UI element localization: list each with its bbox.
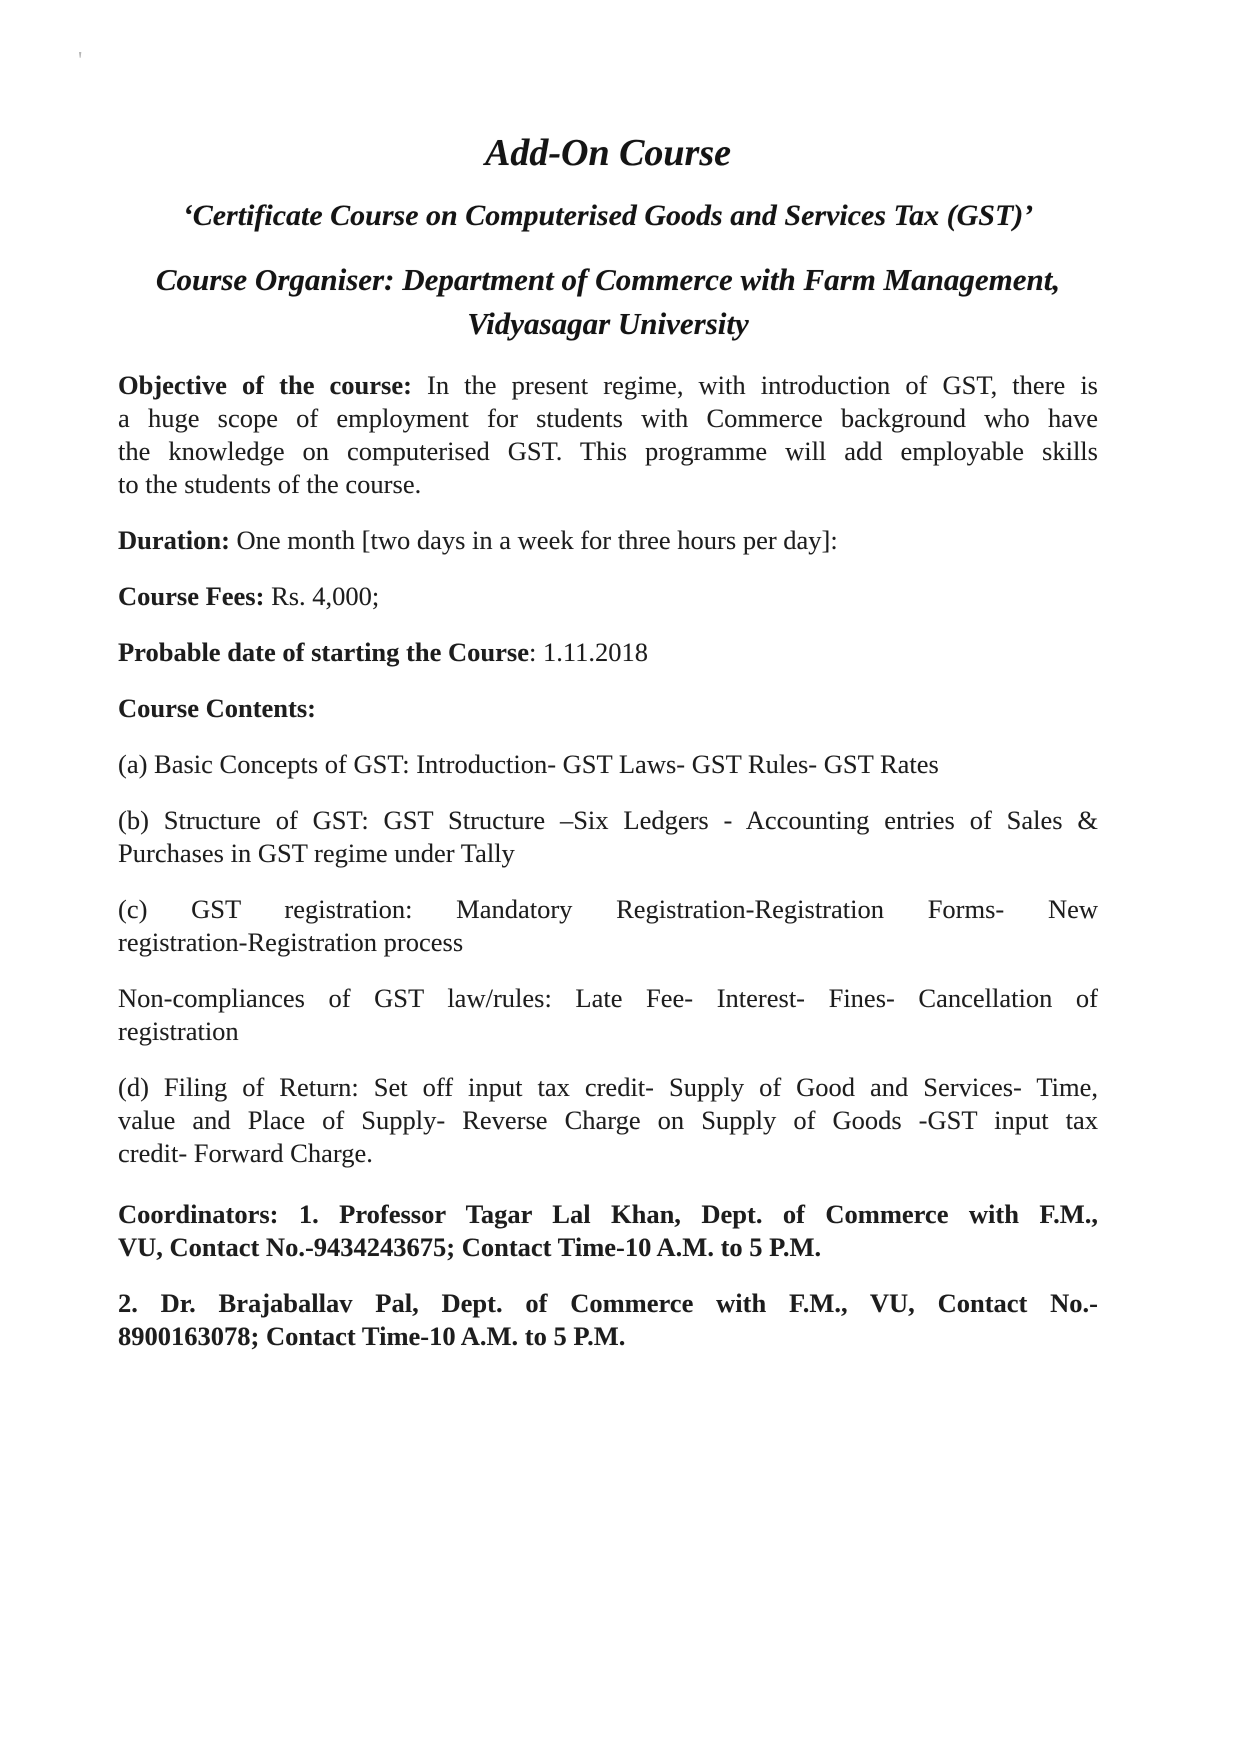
text-run: credit- Forward Charge. (118, 1138, 373, 1168)
text-run: (c) GST registration: Mandatory Registration-Registration Forms- New (118, 894, 1098, 924)
bold-label: Probable date of starting the Course (118, 637, 529, 667)
text-line (118, 837, 1098, 870)
paragraph-content-c (118, 893, 1098, 959)
text-run: Non-compliances of GST law/rules: Late Fee- Interest- Fines- Cancellation of (118, 983, 1098, 1013)
text-line (118, 1104, 1098, 1137)
text-line (118, 748, 1098, 781)
paragraph-objective (118, 369, 1098, 501)
text-line (118, 1320, 1098, 1353)
paragraph-course-fees (118, 580, 1098, 613)
text-line (118, 369, 1098, 402)
text-line (118, 1015, 1098, 1048)
course-organiser-line1: Course Organiser: Department of Commerce with Farm Management, (155, 262, 1061, 297)
paragraph-non-compliances (118, 982, 1098, 1048)
text-run: (d) Filing of Return: Set off input tax credit- Supply of Good and Services- Time, (118, 1072, 1098, 1102)
text-line (118, 468, 1098, 501)
text-line (118, 692, 1098, 725)
text-line (118, 1071, 1098, 1104)
text-line (118, 804, 1098, 837)
text-run: to the students of the course. (118, 469, 422, 499)
text-run: Rs. 4,000; (264, 581, 380, 611)
text-line (118, 1198, 1098, 1231)
bold-label: 2. Dr. Brajaballav Pal, Dept. of Commerce with F.M., VU, Contact No.- (118, 1288, 1098, 1318)
bold-label: VU, Contact No.-9434243675; Contact Time-10 A.M. to 5 P.M. (118, 1232, 822, 1262)
paragraph-content-d (118, 1071, 1098, 1170)
document-content (118, 0, 1098, 1353)
paragraph-duration (118, 524, 1098, 557)
bold-label: Course Fees: (118, 581, 265, 611)
text-line (118, 1137, 1098, 1170)
text-line (118, 524, 1098, 557)
paragraph-coordinator-2 (118, 1287, 1098, 1353)
bold-label: Coordinators: 1. Professor Tagar Lal Khan, Dept. of Commerce with F.M., (118, 1199, 1098, 1229)
text-line (118, 435, 1098, 468)
paragraph-probable-start-date (118, 636, 1098, 669)
text-line (118, 1231, 1098, 1264)
text-line (118, 982, 1098, 1015)
paragraph-coordinator-1 (118, 1198, 1098, 1264)
text-line (118, 1287, 1098, 1320)
course-organiser (118, 258, 1098, 346)
text-line (118, 893, 1098, 926)
text-run: value and Place of Supply- Reverse Charge on Supply of Goods -GST input tax (118, 1105, 1098, 1135)
paragraph-content-b (118, 804, 1098, 870)
text-run: One month [two days in a week for three hours per day]: (229, 525, 838, 555)
text-run: a huge scope of employment for students with Commerce background who have (118, 403, 1098, 433)
text-line (118, 926, 1098, 959)
bold-label: Course Contents: (118, 693, 316, 723)
text-run: In the present regime, with introduction of GST, there is (411, 370, 1098, 400)
text-run: (a) Basic Concepts of GST: Introduction- GST Laws- GST Rules- GST Rates (118, 749, 939, 779)
scan-artifact-speck: ' (78, 48, 83, 74)
text-line (118, 580, 1098, 613)
paragraph-course-contents-heading (118, 692, 1098, 725)
text-run: registration (118, 1016, 239, 1046)
text-run: (b) Structure of GST: GST Structure –Six Ledgers - Accounting entries of Sales & (118, 805, 1098, 835)
course-subtitle: ‘Certificate Course on Computerised Goods and Services Tax (GST)’ (182, 199, 1034, 232)
text-run: the knowledge on computerised GST. This programme will add employable skills (118, 436, 1098, 466)
bold-label: Objective of the course: (118, 370, 412, 400)
bold-label: Duration: (118, 525, 230, 555)
course-organiser-line2: Vidyasagar University (467, 306, 749, 341)
text-run: : 1.11.2018 (528, 637, 648, 667)
text-line (118, 402, 1098, 435)
course-title: Add-On Course (485, 132, 731, 174)
text-line (118, 636, 1098, 669)
text-run: Purchases in GST regime under Tally (118, 838, 515, 868)
bold-label: 8900163078; Contact Time-10 A.M. to 5 P.M. (118, 1321, 626, 1351)
text-run: registration-Registration process (118, 927, 464, 957)
document-paragraphs (118, 369, 1098, 1353)
paragraph-content-a (118, 748, 1098, 781)
